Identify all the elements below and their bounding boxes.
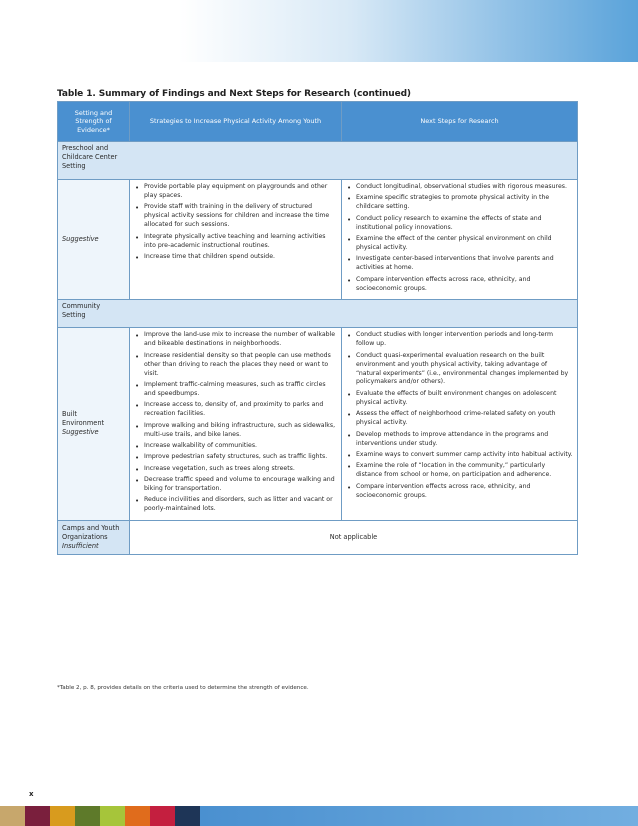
list-item: • Integrate physically active teaching and learning activities into pre-academic instructional routines. [134,233,337,251]
list-item: • Conduct quasi-experimental evaluation research on the built environment and youth physical activity, taking advantage of “natural experiments” (i.e., environmental changes implemented by policymakers and/or others). [346,352,573,388]
color-swatch [125,806,150,826]
header-gradient-band [0,0,638,62]
page-number: x [29,790,34,798]
table-title: Table 1. Summary of Findings and Next Steps for Research (continued) [57,89,411,99]
list-item: • Assess the effect of neighborhood crime-related safety on youth physical activity. [346,410,573,428]
list-item: • Increase walkability of communities. [134,442,337,451]
footnote: *Table 2, p. 8, provides details on the criteria used to determine the strength of evidence. [57,685,309,691]
list-item: • Increase vegetation, such as trees along streets. [134,465,337,474]
color-swatch [25,806,50,826]
strength-label: Insufficient [62,541,99,550]
header-strategies: Strategies to Increase Physical Activity Among Youth [130,102,342,142]
color-swatch [50,806,75,826]
list-item: • Investigate center-based interventions that involve parents and activities at home. [346,255,573,273]
list-item: • Conduct longitudinal, observational studies with rigorous measures. [346,183,573,192]
section-title: Community Setting [62,302,101,320]
list-item: • Develop methods to improve attendance in the programs and interventions under study. [346,431,573,449]
next-steps-cell-built-environment [342,328,578,521]
strength-label: Suggestive [62,234,99,243]
header-next-steps: Next Steps for Research [342,102,578,142]
color-swatch [175,806,200,826]
list-item: • Compare intervention effects across race, ethnicity, and socioeconomic groups. [346,276,573,294]
row-label-built-environment [58,328,130,521]
bottom-bar-gradient [200,806,638,826]
color-swatch [75,806,100,826]
section-row-preschool [58,142,578,180]
list-item: • Examine specific strategies to promote physical activity in the childcare setting. [346,194,573,212]
list-item: • Provide portable play equipment on playgrounds and other play spaces. [134,183,337,201]
row-label-camps [58,520,130,554]
list-item: • Increase access to, density of, and proximity to parks and recreation facilities. [134,401,337,419]
list-item: • Improve the land-use mix to increase the number of walkable and bikeable destinations in neighborhoods. [134,331,337,349]
table-row-preschool [58,180,578,300]
not-applicable-cell: Not applicable [130,520,578,554]
list-item: • Examine the role of “location in the community,” particularly distance from school or home, on participation and adherence. [346,462,573,480]
list-item: • Evaluate the effects of built environment changes on adolescent physical activity. [346,390,573,408]
section-row-community [58,300,578,328]
list-item: • Examine the effect of the center physical environment on child physical activity. [346,235,573,253]
summary-table [57,101,578,555]
row-label-preschool [58,180,130,300]
bottom-color-bar [0,806,638,826]
row-label: Camps and Youth Organizations [62,523,120,541]
section-title: Preschool and Childcare Center Setting [62,144,118,170]
row-label: Built Environment [62,410,105,428]
list-item: • Reduce incivilities and disorders, such as litter and vacant or poorly-maintained lots. [134,496,337,514]
strategies-cell-built-environment [130,328,342,521]
list-item: • Improve walking and biking infrastructure, such as sidewalks, multi-use trails, and bike lanes. [134,422,337,440]
table-row-built-environment [58,328,578,521]
color-swatch [100,806,125,826]
color-swatch [150,806,175,826]
strategies-cell-preschool [130,180,342,300]
list-item: • Conduct policy research to examine the effects of state and institutional policy innovations. [346,215,573,233]
list-item: • Compare intervention effects across race, ethnicity, and socioeconomic groups. [346,483,573,501]
list-item: • Conduct studies with longer intervention periods and long-term follow up. [346,331,573,349]
list-item: • Implement traffic-calming measures, such as traffic circles and speedbumps. [134,381,337,399]
list-item: • Increase time that children spend outside. [134,253,337,262]
header-setting: Setting and Strength of Evidence* [58,102,130,142]
list-item: • Increase residential density so that people can use methods other than driving to reach the places they need or want to visit. [134,352,337,379]
list-item: • Improve pedestrian safety structures, such as traffic lights. [134,453,337,462]
table-header-row [58,102,578,142]
list-item: • Provide staff with training in the delivery of structured physical activity sessions for children and increase the time allocated for such sessions. [134,203,337,230]
list-item: • Examine ways to convert summer camp activity into habitual activity. [346,451,573,460]
table-row-camps [58,520,578,554]
next-steps-cell-preschool [342,180,578,300]
strength-label: Suggestive [62,428,99,437]
list-item: • Decrease traffic speed and volume to encourage walking and biking for transportation. [134,476,337,494]
color-swatch [0,806,25,826]
